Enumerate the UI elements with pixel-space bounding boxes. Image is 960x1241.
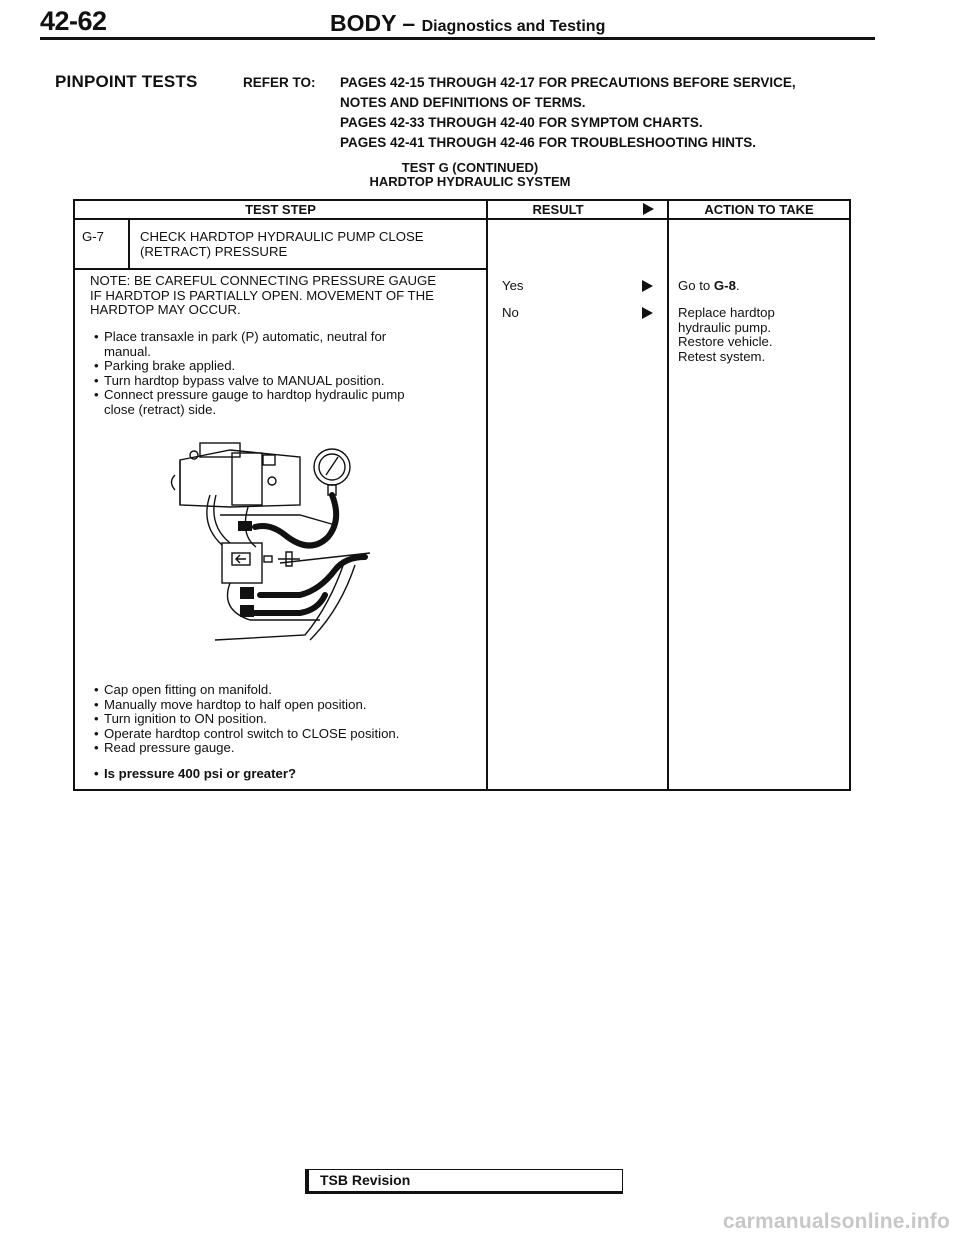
refer-line: NOTES AND DEFINITIONS OF TERMS. (340, 95, 586, 110)
action-text: . (735, 278, 740, 293)
return-hose (260, 557, 365, 595)
action-line: Replace hardtop (678, 305, 775, 320)
header-test-step: TEST STEP (245, 202, 316, 217)
header-rule (40, 37, 875, 40)
result-no: No (502, 305, 519, 320)
page-title (330, 10, 605, 37)
test-title-line1: TEST G (CONTINUED) (401, 160, 539, 175)
refer-line: PAGES 42-33 THROUGH 42-40 FOR SYMPTOM CHARTS. (340, 115, 703, 130)
reservoir (232, 453, 262, 505)
arrow-icon (643, 203, 654, 215)
action-no (678, 306, 775, 364)
refer-line: PAGES 42-41 THROUGH 42-46 FOR TROUBLESHOOTING HINTS. (340, 135, 757, 150)
section-name: BODY (330, 10, 397, 36)
step-reference: G-8 (713, 278, 736, 293)
hydraulic-pump-gauge-illustration (160, 435, 390, 655)
list-item: • Parking brake applied. (90, 359, 435, 374)
step-id-divider (128, 219, 130, 269)
list-item: • Turn ignition to ON position. (90, 712, 470, 727)
arrow-icon (642, 280, 653, 292)
refer-line: PAGES 42-15 THROUGH 42-17 FOR PRECAUTIONS BEFORE SERVICE, (340, 75, 796, 90)
action-line: Restore vehicle. (678, 334, 773, 349)
action-line: hydraulic pump. (678, 319, 772, 335)
test-title-line2: HARDTOP HYDRAULIC SYSTEM (369, 174, 571, 189)
refer-label: REFER TO: (243, 75, 316, 90)
header-result: RESULT (532, 202, 584, 217)
question-item: • Is pressure 400 psi or greater? (90, 767, 470, 782)
tsb-revision-label: TSB Revision (320, 1172, 411, 1188)
note-line: IF HARDTOP IS PARTIALLY OPEN. MOVEMENT OF THE (90, 287, 434, 303)
action-line: Retest system. (678, 348, 766, 364)
list-item: • Place transaxle in park (P) automatic, neutral for manual. (90, 330, 435, 359)
valve-block (222, 543, 262, 583)
test-title (0, 161, 940, 189)
list-item: • Read pressure gauge. (90, 741, 470, 756)
header-action: ACTION TO TAKE (704, 202, 814, 217)
action-yes (678, 279, 740, 294)
refer-lines (340, 73, 796, 153)
procedure-steps-continued (90, 683, 470, 756)
pump-body (180, 450, 300, 507)
list-item: • Manually move hardtop to half open position. (90, 698, 470, 713)
gauge-hose (255, 495, 336, 546)
step-title-divider (73, 268, 486, 270)
step-title (140, 230, 424, 259)
note-line: HARDTOP MAY OCCUR. (90, 302, 241, 317)
list-item: • Cap open fitting on manifold. (90, 683, 470, 698)
step-id: G-7 (82, 229, 104, 244)
note-line: NOTE: BE CAREFUL CONNECTING PRESSURE GAUGE (90, 273, 437, 288)
caution-note (90, 274, 480, 318)
step-title-line: (RETRACT) PRESSURE (140, 243, 288, 259)
list-item: • Operate hardtop control switch to CLOSE position. (90, 727, 470, 742)
action-text: Go to (678, 278, 714, 293)
title-separator: – (396, 10, 422, 36)
page-number: 42-62 (40, 6, 107, 36)
watermark: carmanualsonline.info (722, 1210, 950, 1233)
section-subtitle: Diagnostics and Testing (421, 18, 606, 35)
column-divider (667, 199, 669, 791)
list-item: • Turn hardtop bypass valve to MANUAL position. (90, 374, 435, 389)
list-item: • Connect pressure gauge to hardtop hydraulic pump close (retract) side. (90, 388, 435, 417)
test-question (90, 767, 470, 782)
result-yes: Yes (502, 278, 524, 293)
pinpoint-heading: PINPOINT TESTS (55, 72, 198, 91)
step-title-line: CHECK HARDTOP HYDRAULIC PUMP CLOSE (140, 229, 424, 244)
column-divider (486, 199, 488, 791)
header-divider (73, 218, 851, 220)
arrow-icon (642, 307, 653, 319)
procedure-steps (90, 330, 435, 417)
